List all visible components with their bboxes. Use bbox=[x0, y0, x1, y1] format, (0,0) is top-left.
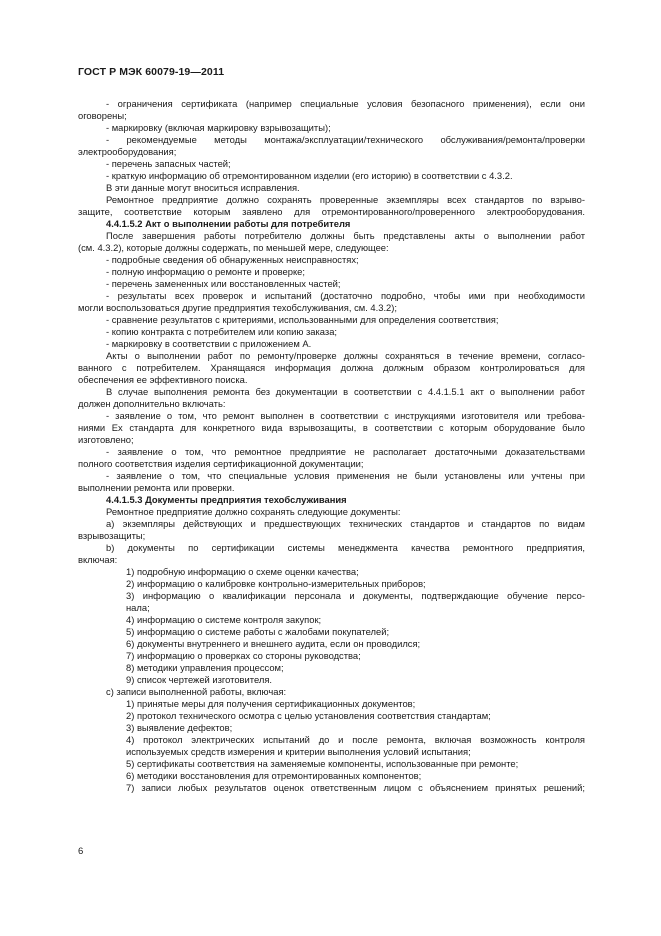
text-line: - копию контракта с потребителем или копию заказа; bbox=[106, 326, 338, 337]
text-line: - ограничения сертификата (например специальные условия безопасного применения), если они bbox=[106, 98, 585, 109]
text-line: полного соответствия изделия сертификационной документации; bbox=[78, 458, 364, 469]
text-line: электрооборудования; bbox=[78, 146, 177, 157]
text-line: 4) протокол электрических испытаний до и после ремонта, включая возможность контроля bbox=[126, 734, 585, 745]
text-line: Ремонтное предприятие должно сохранять проверенные экземпляры всех стандартов по взрыво- bbox=[106, 194, 585, 205]
text-line: ванного с потребителем. Хранящаяся информация должна должным образом контролироваться для bbox=[78, 362, 585, 373]
page-header: ГОСТ Р МЭК 60079-19—2011 bbox=[78, 66, 225, 78]
text-line: защите, соответствие которым заявлено для отремонтированного/проверенного электрооборудования. bbox=[78, 206, 585, 217]
text-line: включая: bbox=[78, 554, 118, 565]
text-line: Ремонтное предприятие должно сохранять следующие документы: bbox=[106, 506, 401, 517]
section-heading: 4.4.1.5.3 Документы предприятия техобслуживания bbox=[106, 494, 347, 505]
text-line: - рекомендуемые методы монтажа/эксплуатации/технического обслуживания/ремонта/проверки bbox=[106, 134, 585, 145]
text-line: После завершения работы потребителю должны быть представлены акты о выполнении работ bbox=[106, 230, 585, 241]
text-line: - перечень запасных частей; bbox=[106, 158, 231, 169]
text-line: должен дополнительно включать: bbox=[78, 398, 226, 409]
text-line: 1) принятые меры для получения сертификационных документов; bbox=[126, 698, 416, 709]
text-line: 8) методики управления процессом; bbox=[126, 662, 284, 673]
text-line: - полную информацию о ремонте и проверке; bbox=[106, 266, 306, 277]
text-line: - подробные сведения об обнаруженных неисправностях; bbox=[106, 254, 359, 265]
text-line: 6) методики восстановления для отремонтированных компонентов; bbox=[126, 770, 422, 781]
text-line: - краткую информацию об отремонтированном изделии (его историю) в соответствии с 4.3.2. bbox=[106, 170, 513, 181]
text-line: выполнении ремонта или проверки. bbox=[78, 482, 235, 493]
text-line: В случае выполнения ремонта без документации в соответствии с 4.4.1.5.1 акт о выполнении работ bbox=[106, 386, 585, 397]
section-heading: 4.4.1.5.2 Акт о выполнении работы для потребителя bbox=[106, 218, 351, 229]
text-line: 3) информацию о квалификации персонала и документы, подтверждающие обучение персо- bbox=[126, 590, 585, 601]
text-line: Акты о выполнении работ по ремонту/проверке должны сохраняться в течение времени, согласо- bbox=[106, 350, 585, 361]
text-line: взрывозащиты; bbox=[78, 530, 146, 541]
text-line: 6) документы внутреннего и внешнего аудита, если он проводился; bbox=[126, 638, 421, 649]
text-line: 2) информацию о калибровке контрольно-измерительных приборов; bbox=[126, 578, 426, 589]
text-line: - маркировку (включая маркировку взрывозащиты); bbox=[106, 122, 331, 133]
text-line: 7) записи любых результатов оценок ответственным лицом с объяснением принятых решений; bbox=[126, 782, 585, 793]
text-line: нала; bbox=[126, 602, 150, 613]
page-number: 6 bbox=[78, 846, 84, 857]
text-line: обеспечения ее эффективного поиска. bbox=[78, 374, 248, 385]
text-line: могли воспользоваться другие предприятия техобслуживания, см. 4.3.2); bbox=[78, 302, 397, 313]
text-line: 1) подробную информацию о схеме оценки качества; bbox=[126, 566, 359, 577]
text-line: - заявление о том, что ремонт выполнен в соответствии с инструкциями изготовителя или требова- bbox=[106, 410, 585, 421]
text-line: - перечень замененных или восстановленных частей; bbox=[106, 278, 341, 289]
text-line: - заявление о том, что специальные условия применения не были установлены или учтены при bbox=[106, 470, 585, 481]
text-line: 7) информацию о проверках со стороны руководства; bbox=[126, 650, 361, 661]
text-line: В эти данные могут вноситься исправления. bbox=[106, 182, 300, 193]
text-line: b) документы по сертификации системы менеджмента качества ремонтного предприятия, bbox=[106, 542, 585, 553]
text-line: 5) сертификаты соответствия на заменяемые компоненты, использованные при ремонте; bbox=[126, 758, 519, 769]
text-line: 4) информацию о системе контроля закупок; bbox=[126, 614, 322, 625]
text-line: 3) выявление дефектов; bbox=[126, 722, 233, 733]
text-line: 9) список чертежей изготовителя. bbox=[126, 674, 273, 685]
text-line: оговорены; bbox=[78, 110, 127, 121]
text-line: ниями Ех стандарта для конкретного вида взрывозащиты, в соответствии с которым оборудование было bbox=[78, 422, 585, 433]
text-line: - результаты всех проверок и испытаний (достаточно подробно, чтобы ими при необходимости bbox=[106, 290, 585, 301]
text-line: а) экземпляры действующих и предшествующих технических стандартов и стандартов по видам bbox=[106, 518, 585, 529]
text-line: - маркировку в соответствии с приложением А. bbox=[106, 338, 312, 349]
text-line: используемых средств измерения и критерии выполнения условий испытания; bbox=[126, 746, 471, 757]
text-line: - заявление о том, что ремонтное предприятие не располагает достаточными доказательствами bbox=[106, 446, 585, 457]
text-line: (см. 4.3.2), которые должны содержать, по меньшей мере, следующее: bbox=[78, 242, 389, 253]
text-line: с) записи выполненной работы, включая: bbox=[106, 686, 287, 697]
text-line: изготовлено; bbox=[78, 434, 134, 445]
text-line: 5) информацию о системе работы с жалобами покупателей; bbox=[126, 626, 390, 637]
text-line: - сравнение результатов с критериями, использованными для определения соответствия; bbox=[106, 314, 499, 325]
text-line: 2) протокол технического осмотра с целью установления соответствия стандартам; bbox=[126, 710, 491, 721]
